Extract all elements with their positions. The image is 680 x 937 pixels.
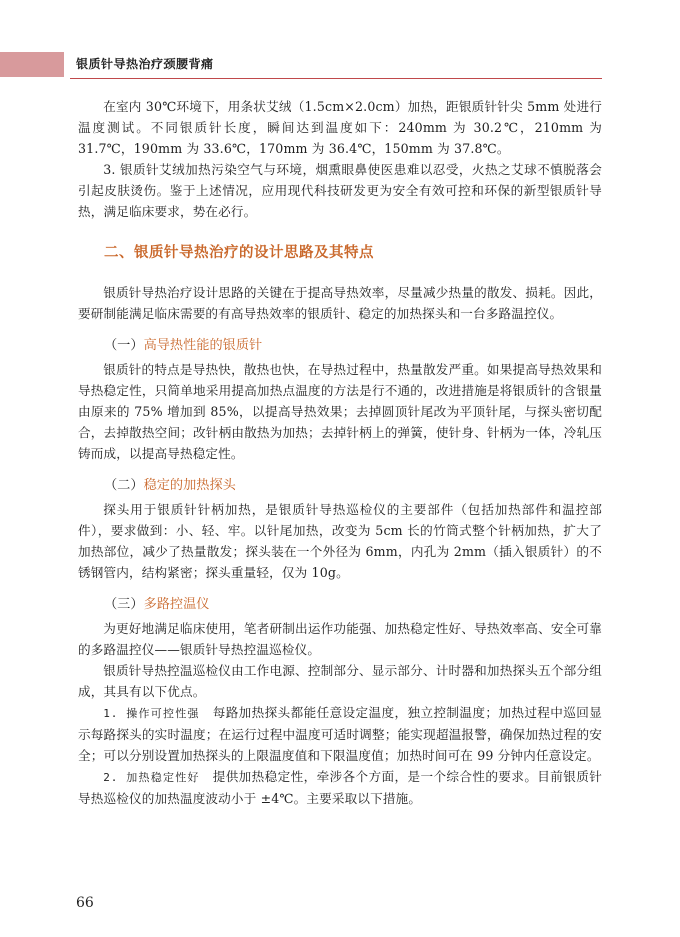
paragraph: 在室内 30℃环境下，用条状艾绒（1.5cm×2.0cm）加热，距银质针针尖 5mm 处进行温度测试。不同银质针长度，瞬间达到温度如下：240mm 为 30.2℃，210mm 为 31.7℃，190mm 为 33.6℃，170mm 为 36.4℃，150mm 为 37.8℃。 (78, 99, 602, 156)
subsection-title: 稳定的加热探头 (143, 478, 236, 493)
paragraph: 银质针导热治疗设计思路的关键在于提高导热效率，尽量减少热量的散发、损耗。因此，要研制能满足临床需要的有高导热效率的银质针、稳定的加热探头和一台多路温控仪。 (78, 285, 602, 321)
page-number: 66 (76, 895, 94, 911)
subsection-title: 高导热性能的银质针 (143, 338, 263, 353)
section-heading: 二、银质针导热治疗的设计思路及其特点 (104, 245, 374, 261)
subsection-heading (78, 475, 602, 496)
subsection-number: （二） (104, 478, 144, 493)
list-item (78, 702, 602, 766)
subsection-title: 多路控温仪 (143, 597, 210, 612)
list-item-lead: 2. 加热稳定性好 (103, 771, 200, 784)
list-item (78, 766, 602, 809)
list-item-lead: 1. 操作可控性强 (103, 707, 200, 720)
paragraph: 银质针的特点是导热快，散热也快，在导热过程中，热量散发严重。如果提高导热效果和导热稳定性，只简单地采用提高加热点温度的方法是行不通的，改进措施是将银质针的含银量由原来的 75% 增加到 85%，以提高导热效果；去掉圆顶针尾改为平顶针尾，与探头密切配合，去掉散热空间；改针柄由散热为加热；去掉针柄上的弹簧，使针身、针柄为一体，冷轧压铸而成，以提高导热稳定性。 (78, 362, 602, 461)
subsection-number: （一） (104, 338, 144, 353)
running-header-title: 银质针导热治疗颈腰背痛 (76, 57, 214, 71)
list-item-text: 每路加热探头都能任意设定温度，独立控制温度；加热过程中巡回显示每路探头的实时温度；在运行过程中温度可适时调整；能实现超温报警，确保加热过程的安全；可以分别设置加热探头的上限温度值和下限温度值；加热时间可在 99 分钟内任意设定。 (78, 705, 602, 763)
paragraph: 为更好地满足临床使用，笔者研制出运作功能强、加热稳定性好、导热效率高、安全可靠的多路温控仪——银质针导热控温巡检仪。 (78, 621, 602, 657)
paragraph: 银质针导热控温巡检仪由工作电源、控制部分、显示部分、计时器和加热探头五个部分组成，其具有以下优点。 (78, 663, 602, 699)
subsection-heading (78, 335, 602, 356)
paragraph: 3. 银质针艾绒加热污染空气与环境，烟熏眼鼻使医患难以忍受，火热之艾球不慎脱落会引起皮肤烫伤。鉴于上述情况，应用现代科技研发更为安全有效可控和环保的新型银质针导热，满足临床要求，势在必行。 (78, 162, 602, 219)
header-color-block (0, 52, 64, 77)
list-item-text: 提供加热稳定性，牵涉各个方面，是一个综合性的要求。目前银质针导热巡检仪的加热温度波动小于 ±4℃。主要采取以下措施。 (78, 769, 602, 806)
subsection-number: （三） (104, 597, 144, 612)
header-rule (70, 78, 602, 79)
subsection-heading (78, 594, 602, 615)
page-body (78, 96, 602, 809)
paragraph: 探头用于银质针针柄加热，是银质针导热巡检仪的主要部件（包括加热部件和温控部件），要求做到：小、轻、牢。以针尾加热，改变为 5cm 长的竹筒式整个针柄加热，扩大了加热部位，减少了热量散发；探头装在一个外径为 6mm，内孔为 2mm（插入银质针）的不锈钢管内，结构紧密；探头重量轻，仅为 10g。 (78, 502, 602, 580)
